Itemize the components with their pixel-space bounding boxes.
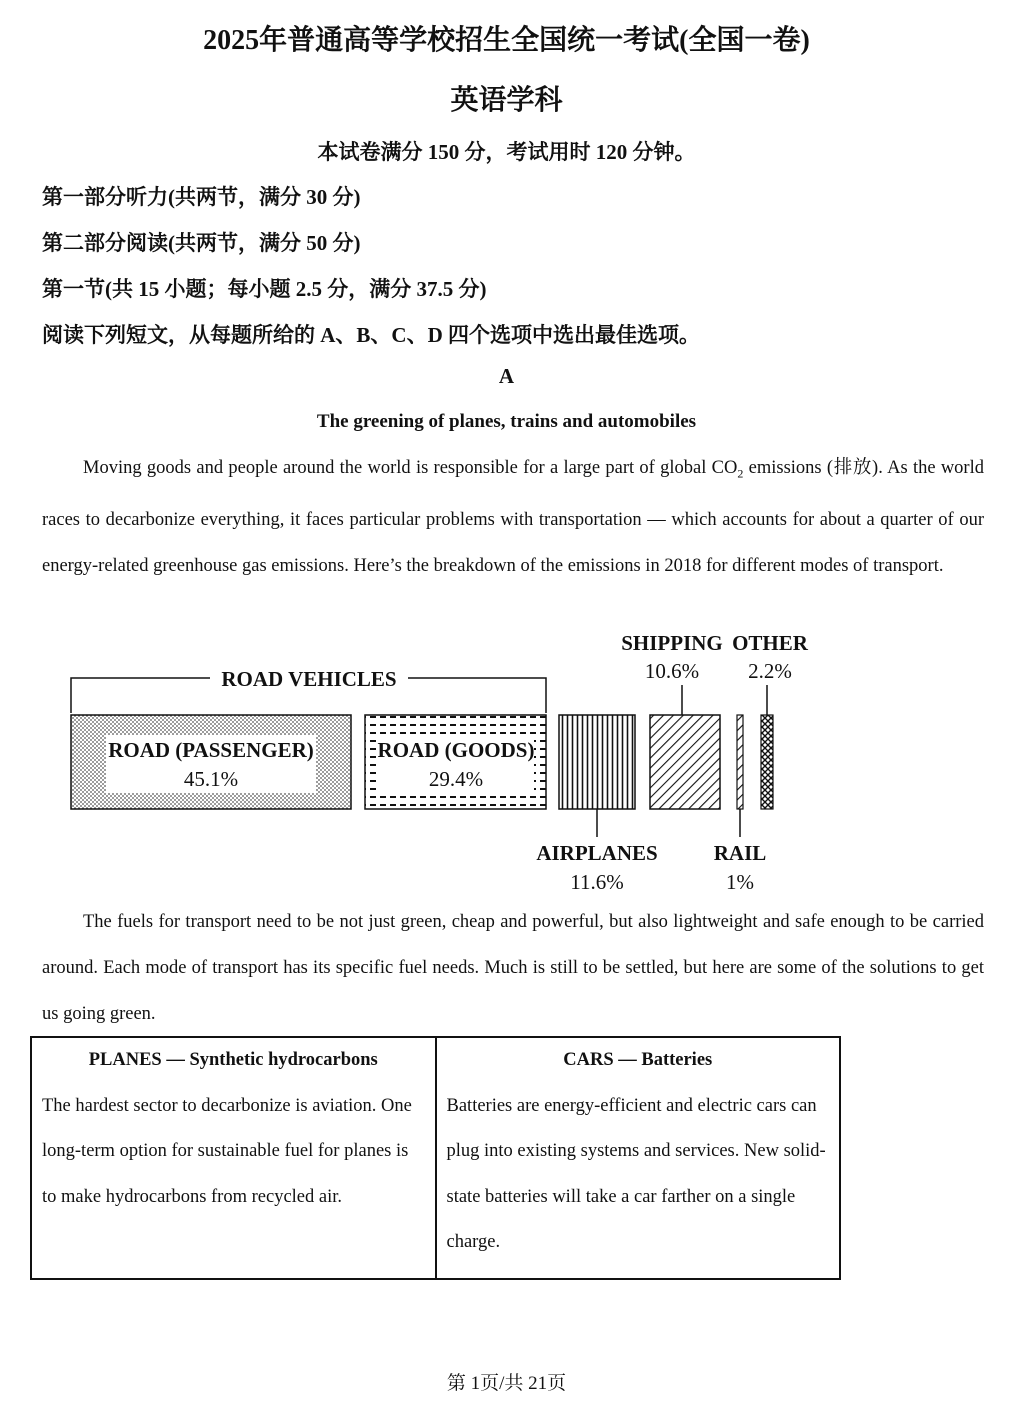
part2-heading: 第二部分阅读(共两节，满分 50 分) (42, 231, 361, 255)
planes-cell (31, 1037, 436, 1279)
label-shipping: SHIPPING (621, 631, 723, 655)
planes-body: The hardest sector to decarbonize is aviation. One long-term option for sustainable fuel for planes is to make hydrocarbons from recycled air. (42, 1095, 412, 1207)
value-road-goods: 29.4% (428, 767, 484, 791)
label-road-goods: ROAD (GOODS) (377, 738, 535, 762)
bar-rail (737, 715, 743, 809)
paragraph-1 (42, 445, 984, 589)
bar-airplanes (559, 715, 635, 809)
paragraph-1-part-b: emissions (排放). As the world races to decarbonize everything, it faces particular problems with transportation — which accounts for about a quarter of our energy-related greenhouse gas emissions. Here’s the breakdown of the emissions in 2018 for different modes of transport. (42, 458, 984, 576)
page-number: 第 1页/共 21页 (446, 1373, 567, 1394)
instruction: 阅读下列短文，从每题所给的 A、B、C、D 四个选项中选出最佳选项。 (42, 323, 701, 347)
exam-title: 2025年普通高等学校招生全国统一考试(全国一卷) (203, 25, 810, 56)
value-shipping: 10.6% (644, 659, 700, 683)
subject-title: 英语学科 (450, 85, 563, 116)
value-other: 2.2% (748, 659, 792, 683)
paragraph-2 (42, 899, 984, 1037)
cars-body: Batteries are energy-efficient and electric cars can plug into existing systems and services. New solid-state batteries will take a car farther on a single charge. (446, 1095, 826, 1252)
passage-letter: A (498, 364, 515, 388)
exam-info: 本试卷满分 150 分，考试用时 120 分钟。 (317, 140, 696, 164)
part1-heading: 第一部分听力(共两节，满分 30 分) (42, 185, 361, 209)
label-rail: RAIL (713, 841, 767, 865)
label-airplanes: AIRPLANES (536, 841, 658, 865)
bar-other (761, 715, 773, 809)
emissions-chart (60, 625, 820, 895)
road-vehicles-label: ROAD VEHICLES (221, 667, 397, 691)
label-other: OTHER (732, 631, 808, 655)
passage-title: The greening of planes, trains and automobiles (316, 411, 697, 432)
solutions-table (30, 1036, 841, 1280)
paragraph-1-part-a: Moving goods and people around the world is responsible for a large part of global CO (83, 458, 738, 478)
label-road-passenger: ROAD (PASSENGER) (108, 738, 314, 762)
planes-header: PLANES — Synthetic hydrocarbons (88, 1050, 378, 1070)
bar-shipping (650, 715, 720, 809)
cars-header: CARS — Batteries (563, 1050, 713, 1070)
paragraph-2-text: The fuels for transport need to be not just green, cheap and powerful, but also lightweight and safe enough to be carried around. Each mode of transport has its specific fuel needs. Much is still to be settled, but here are some of the solutions to get us going green. (42, 912, 984, 1024)
cars-cell (436, 1037, 841, 1279)
value-rail: 1% (726, 870, 754, 894)
co2-subscript: 2 (737, 466, 744, 481)
section1-heading: 第一节(共 15 小题；每小题 2.5 分，满分 37.5 分) (42, 277, 487, 301)
value-road-passenger: 45.1% (183, 767, 239, 791)
value-airplanes: 11.6% (570, 870, 624, 894)
